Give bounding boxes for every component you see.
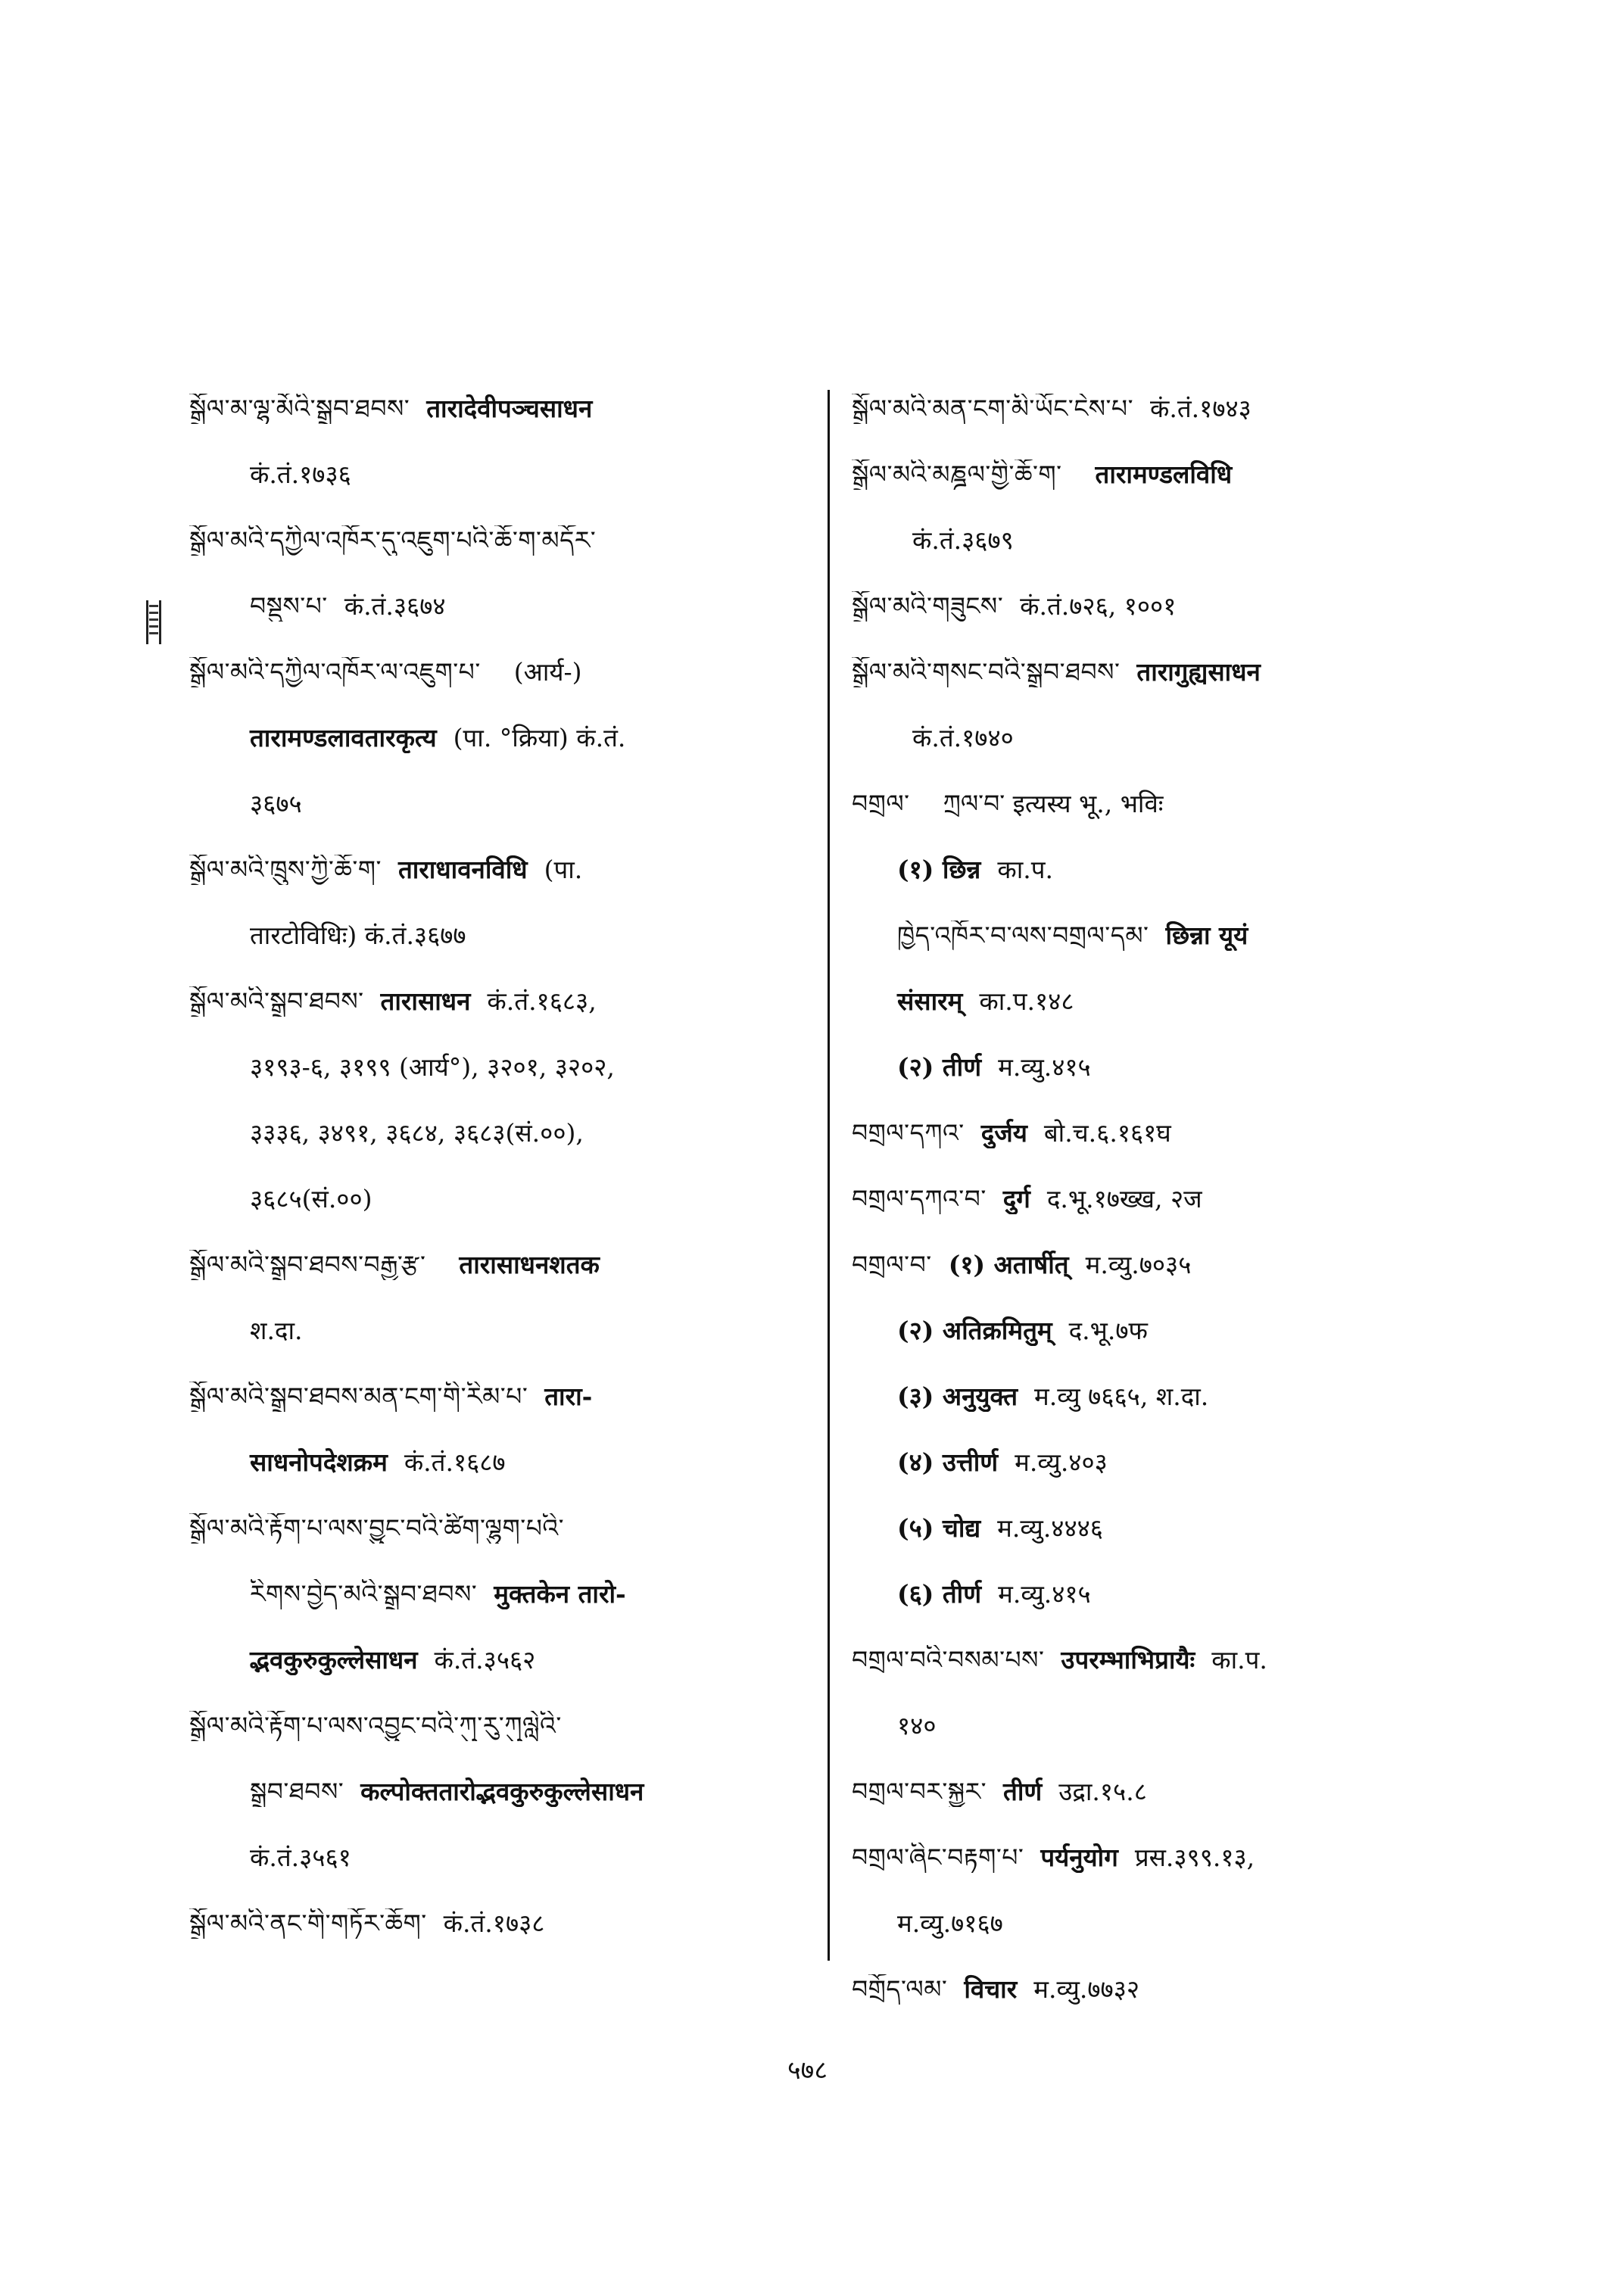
entry-line: [189, 1118, 810, 1148]
entry-line: [852, 1118, 1480, 1148]
entry-line: [852, 394, 1480, 424]
reference: कं.तं.१७३८: [443, 1908, 545, 1938]
entry-line: [189, 1316, 810, 1346]
sanskrit-term: तारामण्डलविधि: [1095, 460, 1233, 489]
reference: कं.तं.३५६२: [434, 1645, 536, 1675]
sanskrit-term: (३) अनुयुक्त: [897, 1382, 1018, 1411]
entry-line: [852, 460, 1480, 490]
tibetan-term: སྒྲོལ་མ་ལྷ་མོའི་སྒྲུབ་ཐབས་: [189, 394, 410, 423]
reference: (आर्य-): [513, 657, 582, 687]
reference: द.भू.१७ख्ख, २ज: [1046, 1184, 1202, 1213]
tibetan-term: སྒྲོལ་མའི་མཎྜལ་གྱི་ཆོ་ག་: [852, 460, 1062, 489]
entry-line: [189, 394, 810, 424]
entry-line: [852, 1316, 1480, 1346]
sanskrit-term: तारादेवीपञ्चसाधन: [426, 394, 593, 423]
sanskrit-term: छिन्ना यूयं: [1165, 921, 1248, 950]
tibetan-term: རིགས་བྱེད་མའི་སྒྲུབ་ཐབས་: [250, 1579, 478, 1609]
entry-line: [852, 855, 1480, 885]
reference: कं.तं.३६७९: [912, 525, 1014, 555]
reference: द.भू.७फ: [1068, 1316, 1148, 1345]
entry-line: [189, 1052, 810, 1083]
reference: (पा. °क्रिया) कं.तं.: [453, 723, 626, 752]
reference: कं.तं.३६७४: [344, 591, 446, 621]
sanskrit-term: तारागुह्यसाधन: [1136, 657, 1261, 687]
reference: ३६८५(सं.००): [250, 1184, 372, 1213]
tibetan-term: བགྲལ་: [852, 789, 910, 818]
tibetan-term: སྒྲོལ་མའི་ནང་གི་གཏོར་ཆོག་: [189, 1908, 427, 1938]
reference: ३३३६, ३४९१, ३६८४, ३६८३(सं.००),: [250, 1118, 584, 1148]
reference: म.व्यु.४०३: [1015, 1447, 1108, 1477]
sanskrit-term: तीर्ण: [1003, 1777, 1043, 1806]
entry-line: [189, 1250, 810, 1280]
entry-line: [852, 1382, 1480, 1412]
right-column: [852, 394, 1480, 2040]
entry-line: [852, 1052, 1480, 1083]
reference: ३१९३-६, ३१९९ (आर्य°), ३२०१, ३२०२,: [250, 1052, 615, 1082]
reference: कं.तं.३५६१: [250, 1843, 351, 1872]
entry-line: [189, 1645, 810, 1675]
sanskrit-term: तारासाधन: [380, 986, 471, 1016]
sanskrit-term: कल्पोक्ततारोद्भवकुरुकुल्लेसाधन: [360, 1777, 644, 1806]
sanskrit-term: तारामण्डलावतारकृत्य: [250, 723, 437, 752]
reference: तारटोविधिः) कं.तं.३६७७: [250, 921, 466, 950]
reference: कं.तं.१७४०: [912, 723, 1014, 752]
entry-line: [189, 591, 810, 622]
reference: का.प.: [1211, 1645, 1267, 1675]
reference: ཀྲལ་བ་ इत्यस्य भू., भविः: [943, 789, 1164, 818]
tibetan-term: བགྲོད་ལམ་: [852, 1974, 948, 2004]
reference: म.व्यु.७०३५: [1085, 1250, 1192, 1279]
reference: म.व्यु ७६६५, श.दा.: [1034, 1382, 1209, 1411]
entry-line: [189, 1579, 810, 1609]
entry-line: [852, 591, 1480, 622]
tibetan-term: བགྲལ་བར་སྐྱུར་: [852, 1777, 987, 1806]
tibetan-term: སྒྲོལ་མའི་དཀྱིལ་འཁོར་དུ་འཇུག་པའི་ཆོ་ག་མདོར་: [189, 525, 597, 555]
entry-line: [852, 986, 1480, 1017]
reference: का.प.: [997, 855, 1053, 884]
reference: श.दा.: [250, 1316, 303, 1345]
page-number: ५७८: [787, 2055, 828, 2086]
reference: कं.तं.७२६, १००१: [1020, 591, 1177, 621]
entry-line: [852, 1908, 1480, 1939]
tibetan-term: བགྲལ་དཀའ་བ་: [852, 1184, 987, 1213]
sanskrit-term: तारा-: [544, 1382, 593, 1411]
entry-line: [189, 723, 810, 753]
tibetan-term: སྒྲོལ་མའི་མན་ངག་མི་ཡོང་ངེས་པ་: [852, 394, 1134, 423]
tibetan-term: སྒྲོལ་མའི་སྒྲུབ་ཐབས་: [189, 986, 364, 1016]
reference: कं.तं.१७३६: [250, 460, 351, 489]
reference: म.व्यु.७१६७: [897, 1908, 1003, 1938]
reference: (पा.: [544, 855, 583, 884]
entry-line: [852, 1513, 1480, 1544]
tibetan-term: བགྲལ་ཞིང་བརྟག་པ་: [852, 1843, 1024, 1872]
reference: म.व्यु.७७३२: [1033, 1974, 1140, 2004]
entry-line: [189, 1908, 810, 1939]
tibetan-term: སྒྲོལ་མའི་དཀྱིལ་འཁོར་ལ་འཇུག་པ་: [189, 657, 481, 687]
tibetan-term: བསྡུས་པ་: [250, 591, 328, 621]
reference: प्रस.३९९.१३,: [1134, 1843, 1255, 1872]
entry-line: [189, 1843, 810, 1873]
sanskrit-term: मुक्तकेन तारो-: [494, 1579, 626, 1609]
sanskrit-term: संसारम्: [897, 986, 963, 1016]
entry-line: [189, 657, 810, 687]
reference: उद्रा.१५.८: [1058, 1777, 1147, 1806]
entry-line: [189, 921, 810, 951]
tibetan-term: སྒྲོལ་མའི་གསང་བའི་སྒྲུབ་ཐབས་: [852, 657, 1121, 687]
tibetan-term: བགྲལ་དཀའ་: [852, 1118, 965, 1148]
reference: कं.तं.१७४३: [1150, 394, 1252, 423]
sanskrit-term: तारासाधनशतक: [459, 1250, 600, 1279]
entry-line: [852, 1645, 1480, 1675]
sanskrit-term: ताराधावनविधि: [397, 855, 528, 884]
entry-line: [852, 1777, 1480, 1807]
sanskrit-term: साधनोपदेशक्रम: [250, 1447, 388, 1477]
entry-line: [189, 1382, 810, 1412]
margin-mark: [146, 600, 161, 644]
tibetan-term: སྒྲོལ་མའི་ཁྲུས་ཀྱི་ཆོ་ག་: [189, 855, 382, 884]
sanskrit-term: दुर्जय: [980, 1118, 1027, 1148]
sanskrit-term: द्भवकुरुकुल्लेसाधन: [250, 1645, 418, 1675]
sanskrit-term: (१) छिन्न: [897, 855, 981, 884]
sanskrit-term: (२) अतिक्रमितुम्: [897, 1316, 1052, 1345]
entry-line: [852, 789, 1480, 819]
tibetan-term: སྒྲུབ་ཐབས་: [250, 1777, 344, 1806]
reference: म.व्यु.४१५: [998, 1052, 1091, 1082]
entry-line: [852, 921, 1480, 951]
entry-line: [852, 525, 1480, 556]
tibetan-term: བགྲལ་བའི་བསམ་པས་: [852, 1645, 1045, 1675]
entry-line: [852, 1250, 1480, 1280]
sanskrit-term: (२) तीर्ण: [897, 1052, 982, 1082]
entry-line: [189, 1711, 810, 1741]
sanskrit-term: पर्यनुयोग: [1040, 1843, 1118, 1872]
entry-line: [189, 789, 810, 819]
sanskrit-term: (१) अतार्षीत्: [948, 1250, 1069, 1279]
entry-line: [852, 1974, 1480, 2005]
reference: का.प.१४८: [979, 986, 1074, 1016]
sanskrit-term: विचार: [964, 1974, 1018, 2004]
tibetan-term: སྒྲོལ་མའི་གཟུངས་: [852, 591, 1004, 621]
entry-line: [189, 1513, 810, 1544]
tibetan-term: སྒྲོལ་མའི་རྟོག་པ་ལས་འབྱུང་བའི་ཀུ་རུ་ཀུལླེའི་: [189, 1711, 562, 1740]
reference: म.व्यु.४१५: [998, 1579, 1091, 1609]
entry-line: [852, 723, 1480, 753]
sanskrit-term: (६) तीर्ण: [897, 1579, 982, 1609]
entry-line: [189, 1184, 810, 1214]
entry-line: [852, 1843, 1480, 1873]
reference: ३६७५: [250, 789, 302, 818]
entry-line: [189, 1777, 810, 1807]
entry-line: [852, 1184, 1480, 1214]
tibetan-term: སྒྲོལ་མའི་རྟོག་པ་ལས་བྱུང་བའི་ཚིག་ལྷུག་པའི་: [189, 1513, 565, 1543]
sanskrit-term: दुर्ग: [1002, 1184, 1030, 1213]
sanskrit-term: उपरम्भाभिप्रायैः: [1061, 1645, 1195, 1675]
entry-line: [852, 1711, 1480, 1741]
tibetan-term: སྒྲོལ་མའི་སྒྲུབ་ཐབས་བརྒྱ་རྩ་: [189, 1250, 426, 1279]
tibetan-term: སྒྲོལ་མའི་སྒྲུབ་ཐབས་མན་ངག་གི་རིམ་པ་: [189, 1382, 528, 1411]
reference: बो.च.६.१६१घ: [1043, 1118, 1171, 1148]
entry-line: [189, 460, 810, 490]
sanskrit-term: (५) चोद्य: [897, 1513, 981, 1543]
tibetan-term: བགྲལ་བ་: [852, 1250, 932, 1279]
tibetan-term: ཁྱེད་འཁོར་བ་ལས་བགྲལ་དམ་: [897, 921, 1149, 950]
entry-line: [189, 986, 810, 1017]
entry-line: [852, 1447, 1480, 1478]
reference: कं.तं.१६८७: [404, 1447, 506, 1477]
reference: म.व्यु.४४४६: [997, 1513, 1103, 1543]
column-divider: [828, 390, 830, 1961]
entry-line: [189, 1447, 810, 1478]
reference: १४०: [897, 1711, 937, 1740]
sanskrit-term: (४) उत्तीर्ण: [897, 1447, 999, 1477]
entry-line: [852, 657, 1480, 687]
entry-line: [852, 1579, 1480, 1609]
entry-line: [189, 525, 810, 556]
reference: कं.तं.१६८३,: [487, 986, 597, 1016]
entry-line: [189, 855, 810, 885]
left-column: [189, 394, 810, 1974]
